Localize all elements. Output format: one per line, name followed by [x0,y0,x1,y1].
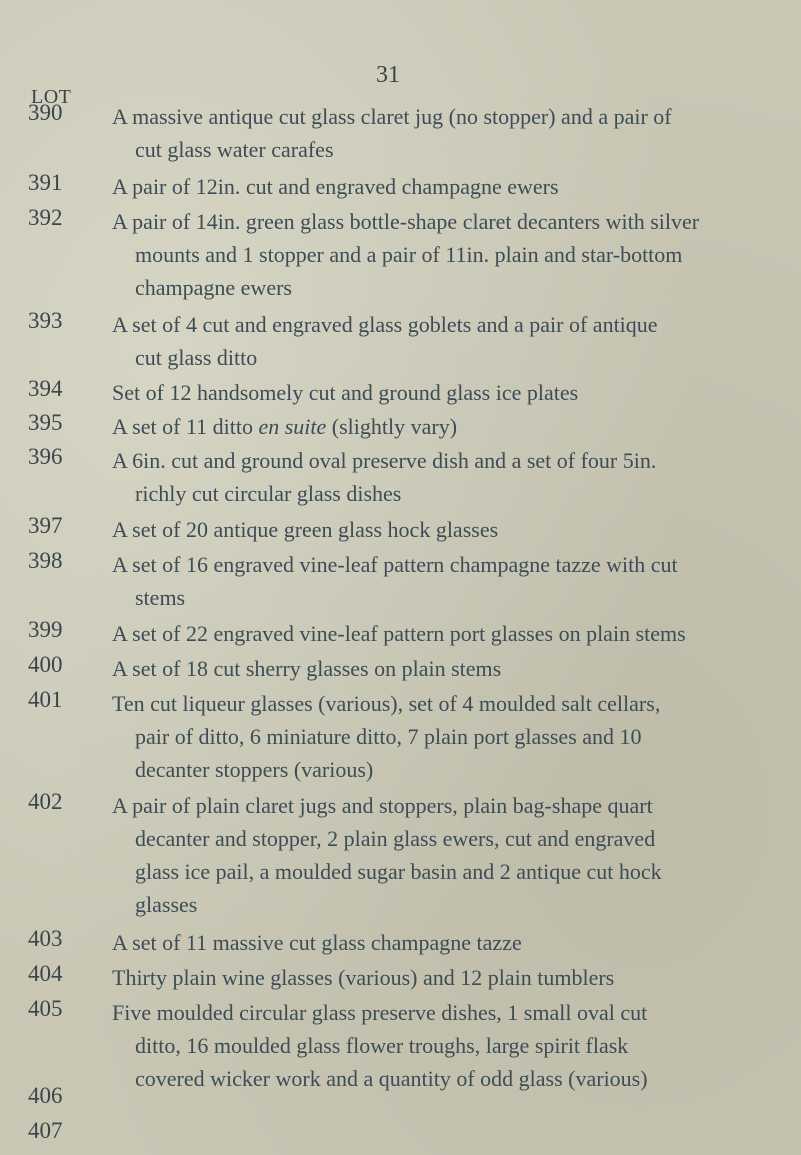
description-line: A pair of 14in. green glass bottle-shape claret decanters with silver [112,209,700,234]
description-line: Five moulded circular glass preserve dishes, 1 small oval cut [112,1000,648,1025]
description-line: A pair of plain claret jugs and stoppers, plain bag-shape quart [112,793,653,818]
description-line: Ten cut liqueur glasses (various), set of 4 moulded salt cellars, [112,691,661,716]
lot-description [112,410,797,443]
description-line: ditto, 16 moulded glass flower troughs, large spirit flask [135,1033,629,1058]
description-line: A massive antique cut glass claret jug (no stopper) and a pair of [112,104,672,129]
description-line: A set of 11 massive cut glass champagne tazze [112,930,522,955]
lot-description [112,652,797,685]
description-line: A set of 22 engraved vine-leaf pattern port glasses on plain stems [112,621,686,646]
lot-description [112,513,797,546]
lot-description [112,205,797,304]
description-line: decanter and stopper, 2 plain glass ewers, cut and engraved [135,826,656,851]
lot-number: 396 [28,444,63,469]
description-line: decanter stoppers (various) [135,757,374,782]
description-line: champagne ewers [135,275,292,300]
lot-number: 403 [28,926,63,951]
description-line: Thirty plain wine glasses (various) and 12 plain tumblers [112,965,615,990]
description-line: richly cut circular glass dishes [135,481,402,506]
lot-description [112,789,797,921]
description-line: Set of 12 handsomely cut and ground glass ice plates [112,380,579,405]
lot-description [112,926,797,959]
lot-number: 400 [28,652,63,677]
description-line: A set of 20 antique green glass hock glasses [112,517,499,542]
description-line: glasses [135,892,198,917]
lot-number: 401 [28,687,63,712]
lot-description [112,376,797,409]
lot-number: 406 [28,1083,63,1108]
description-line: cut glass ditto [135,345,258,370]
lot-description [112,961,797,994]
lot-description [112,687,797,786]
description-line: glass ice pail, a moulded sugar basin and 2 antique cut hock [135,859,662,884]
lot-number: 402 [28,789,63,814]
description-line: A pair of 12in. cut and engraved champagne ewers [112,174,559,199]
lot-number: 397 [28,513,63,538]
lot-number: 407 [28,1118,63,1143]
description-line: covered wicker work and a quantity of odd glass (various) [135,1066,648,1091]
description-line: A set of 4 cut and engraved glass goblets and a pair of antique [112,312,658,337]
description-line: mounts and 1 stopper and a pair of 11in. plain and star-bottom [135,242,683,267]
lot-description [112,444,797,510]
lot-number: 395 [28,410,63,435]
lot-number: 399 [28,617,63,642]
description-line: A set of 11 ditto en suite (slightly vary) [112,414,458,439]
lot-number: 398 [28,548,63,573]
lot-description [112,617,797,650]
lot-number: 393 [28,308,63,333]
lot-number: 392 [28,205,63,230]
description-line: A set of 16 engraved vine-leaf pattern champagne tazze with cut [112,552,678,577]
page-number: 31 [376,62,400,88]
lot-description [112,308,797,374]
lot-number: 390 [28,100,63,125]
lot-description [112,100,797,166]
lot-number: 391 [28,170,63,195]
description-line: A 6in. cut and ground oval preserve dish and a set of four 5in. [112,448,657,473]
lot-description [112,996,797,1095]
lot-number: 405 [28,996,63,1021]
lot-column-heading: LOT [31,86,72,108]
description-line: pair of ditto, 6 miniature ditto, 7 plain port glasses and 10 [135,724,642,749]
lot-number: 394 [28,376,63,401]
description-line: cut glass water carafes [135,137,334,162]
lot-description [112,548,797,614]
description-line: stems [135,585,186,610]
lot-description [112,170,797,203]
lot-number: 404 [28,961,63,986]
description-line: A set of 18 cut sherry glasses on plain stems [112,656,502,681]
